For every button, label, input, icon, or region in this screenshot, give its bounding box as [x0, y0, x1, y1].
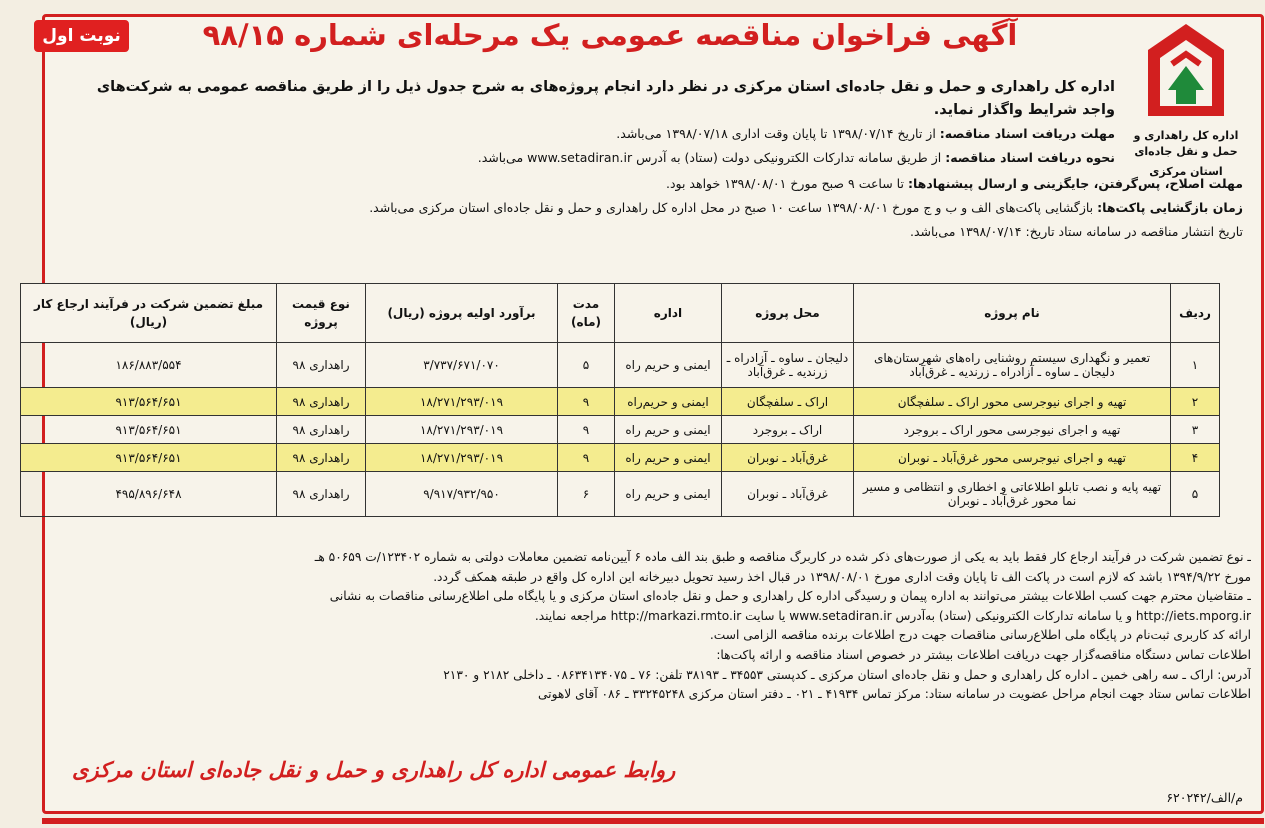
- notice-title: آگهی فراخوان مناقصه عمومی یک مرحله‌ای شماره ۹۸/۱۵: [202, 18, 1018, 52]
- deadline-text: از تاریخ ۱۳۹۸/۰۷/۱۴ تا پایان وقت اداری ۱۳۹۸/۰۷/۱۸ می‌باشد.: [616, 126, 936, 141]
- method-text: از طریق سامانه تدارکات الکترونیکی دولت (ستاد) به آدرس www.setadiran.ir می‌باشد.: [477, 150, 942, 165]
- note-line: ارائه کد کاربری ثبت‌نام در پایگاه ملی اطلاع‌رسانی مناقصات جهت درج اطلاعات برنده مناقصه الزامی است.: [709, 628, 1251, 643]
- cell-office: ایمنی و حریم راه: [615, 444, 722, 472]
- submit-label: مهلت اصلاح، پس‌گرفتن، جایگزینی و ارسال پیشنهادها:: [907, 176, 1243, 191]
- logo-caption-line1: اداره کل راهداری و حمل و نقل جاده‌ای: [1133, 129, 1239, 158]
- method-label: نحوه دریافت اسناد مناقصه:: [945, 150, 1115, 165]
- deadline-line: [616, 126, 1115, 141]
- cell-price-type: راهداری ۹۸: [277, 472, 366, 517]
- cell-price-type: راهداری ۹۸: [277, 388, 366, 416]
- first-round-badge: نوبت اول: [34, 20, 129, 52]
- table-row: [21, 444, 1220, 472]
- cell-estimate: ۱۸/۲۷۱/۲۹۳/۰۱۹: [366, 444, 558, 472]
- cell-project-name: تهیه و اجرای نیوجرسی محور غرق‌آباد ـ نوبران: [854, 444, 1171, 472]
- cell-row-number: ۲: [1171, 388, 1220, 416]
- rmto-logo-icon: [1138, 20, 1234, 124]
- cell-price-type: راهداری ۹۸: [277, 416, 366, 444]
- bottom-divider: [42, 818, 1264, 824]
- projects-table: [20, 283, 1220, 517]
- public-relations-signature: روابط عمومی اداره کل راهداری و حمل و نقل جاده‌ای استان مرکزی: [72, 758, 676, 782]
- note-line: مورخ ۱۳۹۴/۹/۲۲ باشد که لازم است در پاکت الف تا پایان وقت اداری مورخ ۱۳۹۸/۰۸/۰۱ در قبال اخذ رسید تحویل دبیرخانه این اداره کل واقع در طبقه همکف گردد.: [433, 569, 1251, 584]
- col-guarantee: مبلغ تضمین شرکت در فرآیند ارجاع کار (ریال): [21, 284, 277, 343]
- cell-duration: ۵: [558, 343, 615, 388]
- cell-office: ایمنی و حریم‌راه: [615, 388, 722, 416]
- cell-office: ایمنی و حریم راه: [615, 472, 722, 517]
- col-project-name: نام پروژه: [854, 284, 1171, 343]
- cell-project-name: تهیه و اجرای نیوجرسی محور اراک ـ بروجرد: [854, 416, 1171, 444]
- cell-project-name: تهیه پایه و نصب تابلو اطلاعاتی و اخطاری و انتظامی و مسیر نما محور غرق‌آباد ـ نوبران: [854, 472, 1171, 517]
- deadline-label: مهلت دریافت اسناد مناقصه:: [939, 126, 1115, 141]
- note-line: ـ متقاضیان محترم جهت کسب اطلاعات بیشتر می‌توانند به اداره پیمان و رسیدگی اداره کل راهداری و حمل و نقل جاده‌ای استان مرکزی و یا پایگاه ملی اطلاع‌رسانی مناقصات به نشانی: [329, 589, 1251, 604]
- cell-project-location: غرق‌آباد ـ نوبران: [722, 472, 854, 517]
- submit-text: تا ساعت ۹ صبح مورخ ۱۳۹۸/۰۸/۰۱ خواهد بود.: [665, 176, 904, 191]
- cell-price-type: راهداری ۹۸: [277, 444, 366, 472]
- col-project-location: محل پروژه: [722, 284, 854, 343]
- table-row: [21, 416, 1220, 444]
- cell-office: ایمنی و حریم راه: [615, 416, 722, 444]
- col-office: اداره: [615, 284, 722, 343]
- opening-line: [369, 200, 1243, 215]
- col-price-type: نوع قیمت پروژه: [277, 284, 366, 343]
- cell-project-name: تعمیر و نگهداری سیستم روشنایی راه‌های شهرستان‌های دلیجان ـ ساوه ـ آزادراه ـ زرندیه ـ غرق‌آباد: [854, 343, 1171, 388]
- cell-duration: ۹: [558, 416, 615, 444]
- logo-caption-line2: استان مرکزی: [1149, 165, 1223, 178]
- cell-estimate: ۹/۹۱۷/۹۳۲/۹۵۰: [366, 472, 558, 517]
- col-row-number: ردیف: [1171, 284, 1220, 343]
- cell-guarantee: ۱۸۶/۸۸۳/۵۵۴: [21, 343, 277, 388]
- note-line: آدرس: اراک ـ سه راهی خمین ـ اداره کل راهداری و حمل و نقل جاده‌ای استان مرکزی ـ کدپستی ۳۴۵۵۳ ـ ۳۸۱۹۳ تلفن: ۷۶ ـ ۰۸۶۳۴۱۳۴۰۷۵ ـ داخلی ۲۱۸۲ و ۲۱۳۰: [443, 667, 1251, 682]
- opening-label: زمان بازگشایی پاکت‌ها:: [1097, 200, 1243, 215]
- submit-line: [666, 176, 1243, 191]
- table-header-row: [21, 284, 1220, 343]
- cell-estimate: ۱۸/۲۷۱/۲۹۳/۰۱۹: [366, 416, 558, 444]
- method-line: [478, 150, 1115, 165]
- cell-project-location: اراک ـ بروجرد: [722, 416, 854, 444]
- cell-row-number: ۴: [1171, 444, 1220, 472]
- table-row: [21, 388, 1220, 416]
- cell-project-name: تهیه و اجرای نیوجرسی محور اراک ـ سلفچگان: [854, 388, 1171, 416]
- notes-section: [21, 548, 1251, 705]
- notice-code: م/الف/۶۲۰۲۴۲: [1166, 790, 1243, 805]
- cell-guarantee: ۴۹۵/۸۹۶/۶۴۸: [21, 472, 277, 517]
- table-row: [21, 343, 1220, 388]
- cell-estimate: ۳/۷۳۷/۶۷۱/۰۷۰: [366, 343, 558, 388]
- publish-line: تاریخ انتشار مناقصه در سامانه ستاد تاریخ: ۱۳۹۸/۰۷/۱۴ می‌باشد.: [909, 224, 1243, 239]
- note-line: اطلاعات تماس ستاد جهت انجام مراحل عضویت در سامانه ستاد: مرکز تماس ۴۱۹۳۴ ـ ۰۲۱ ـ دفتر استان مرکزی ۳۳۲۴۵۲۴۸ ـ ۰۸۶ آقای لاهوتی: [538, 687, 1251, 702]
- cell-project-location: دلیجان ـ ساوه ـ آزادراه ـ زرندیه ـ غرق‌آباد: [722, 343, 854, 388]
- cell-guarantee: ۹۱۳/۵۶۴/۶۵۱: [21, 416, 277, 444]
- note-line: ـ نوع تضمین شرکت در فرآیند ارجاع کار فقط باید به یکی از صورت‌های ذکر شده در کاربرگ مناقصه و طبق بند الف ماده ۶ آیین‌نامه تضمین معاملات دولتی به شماره ۱۲۳۴۰۲/ت ۵۰۶۵۹ هـ: [314, 550, 1251, 564]
- cell-duration: ۶: [558, 472, 615, 517]
- cell-duration: ۹: [558, 388, 615, 416]
- cell-project-location: غرق‌آباد ـ نوبران: [722, 444, 854, 472]
- cell-office: ایمنی و حریم راه: [615, 343, 722, 388]
- intro-paragraph: اداره کل راهداری و حمل و نقل جاده‌ای استان مرکزی در نظر دارد انجام پروژه‌های به شرح جدول ذیل را از طریق مناقصه عمومی به شرکت‌های واجد شرایط واگذار نماید.: [96, 79, 1115, 118]
- cell-price-type: راهداری ۹۸: [277, 343, 366, 388]
- note-line: http://iets.mporg.ir و یا سامانه تدارکات الکترونیکی (ستاد) به‌آدرس www.setadiran.ir یا سایت http://markazi.rmto.ir مراجعه نمایند.: [534, 608, 1251, 623]
- note-line: اطلاعات تماس دستگاه مناقصه‌گزار جهت دریافت اطلاعات بیشتر در خصوص اسناد مناقصه و ارائه پاکت‌ها:: [716, 647, 1251, 662]
- cell-project-location: اراک ـ سلفچگان: [722, 388, 854, 416]
- cell-guarantee: ۹۱۳/۵۶۴/۶۵۱: [21, 444, 277, 472]
- table-row: [21, 472, 1220, 517]
- cell-duration: ۹: [558, 444, 615, 472]
- cell-guarantee: ۹۱۳/۵۶۴/۶۵۱: [21, 388, 277, 416]
- col-duration: مدت (ماه): [558, 284, 615, 343]
- cell-row-number: ۳: [1171, 416, 1220, 444]
- col-estimate: برآورد اولیه پروژه (ریال): [366, 284, 558, 343]
- cell-row-number: ۵: [1171, 472, 1220, 517]
- cell-estimate: ۱۸/۲۷۱/۲۹۳/۰۱۹: [366, 388, 558, 416]
- opening-text: بازگشایی پاکت‌های الف و ب و ج مورخ ۱۳۹۸/۰۸/۰۱ ساعت ۱۰ صبح در محل اداره کل راهداری و حمل و نقل جاده‌ای استان مرکزی می‌باشد.: [369, 200, 1094, 215]
- rmto-logo: [1127, 20, 1245, 190]
- cell-row-number: ۱: [1171, 343, 1220, 388]
